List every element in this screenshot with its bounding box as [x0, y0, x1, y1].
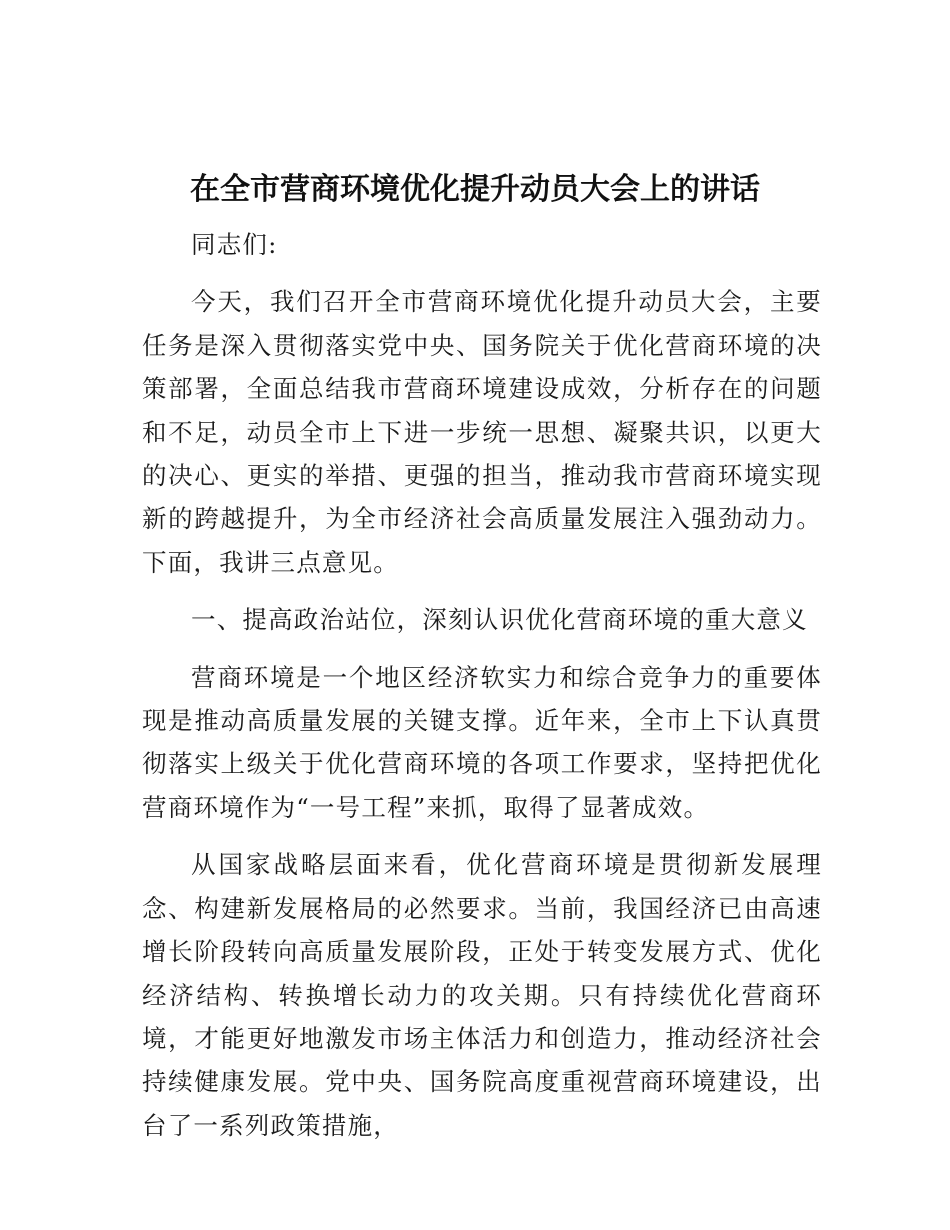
paragraph-opening: 今天，我们召开全市营商环境优化提升动员大会，主要任务是深入贯彻落实党中央、国务院关于优化营商环境的决策部署，全面总结我市营商环境建设成效，分析存在的问题和不足，动员全市上下进一步统一思想、凝聚共识，以更大的决心、更实的举措、更强的担当，推动我市营商环境实现新的跨越提升，为全市经济社会高质量发展注入强劲动力。下面，我讲三点意见。	[142, 287, 822, 577]
paragraph-business-environment: 营商环境是一个地区经济软实力和综合竞争力的重要体现是推动高质量发展的关键支撑。近年来，全市上下认真贯彻落实上级关于优化营商环境的各项工作要求，坚持把优化营商环境作为“一号工程”来抓，取得了显著成效。	[142, 662, 822, 822]
paragraph-national-strategy: 从国家战略层面来看，优化营商环境是贯彻新发展理念、构建新发展格局的必然要求。当前，我国经济已由高速增长阶段转向高质量发展阶段，正处于转变发展方式、优化经济结构、转换增长动力的攻关期。只有持续优化营商环境，才能更好地激发市场主体活力和创造力，推动经济社会持续健康发展。党中央、国务院高度重视营商环境建设，出台了一系列政策措施，	[142, 850, 822, 1140]
section-heading-one: 一、提高政治站位，深刻认识优化营商环境的重大意义	[191, 605, 808, 635]
document-title: 在全市营商环境优化提升动员大会上的讲话	[190, 172, 760, 207]
document-body	[142, 223, 822, 1147]
salutation: 同志们:	[191, 230, 278, 259]
